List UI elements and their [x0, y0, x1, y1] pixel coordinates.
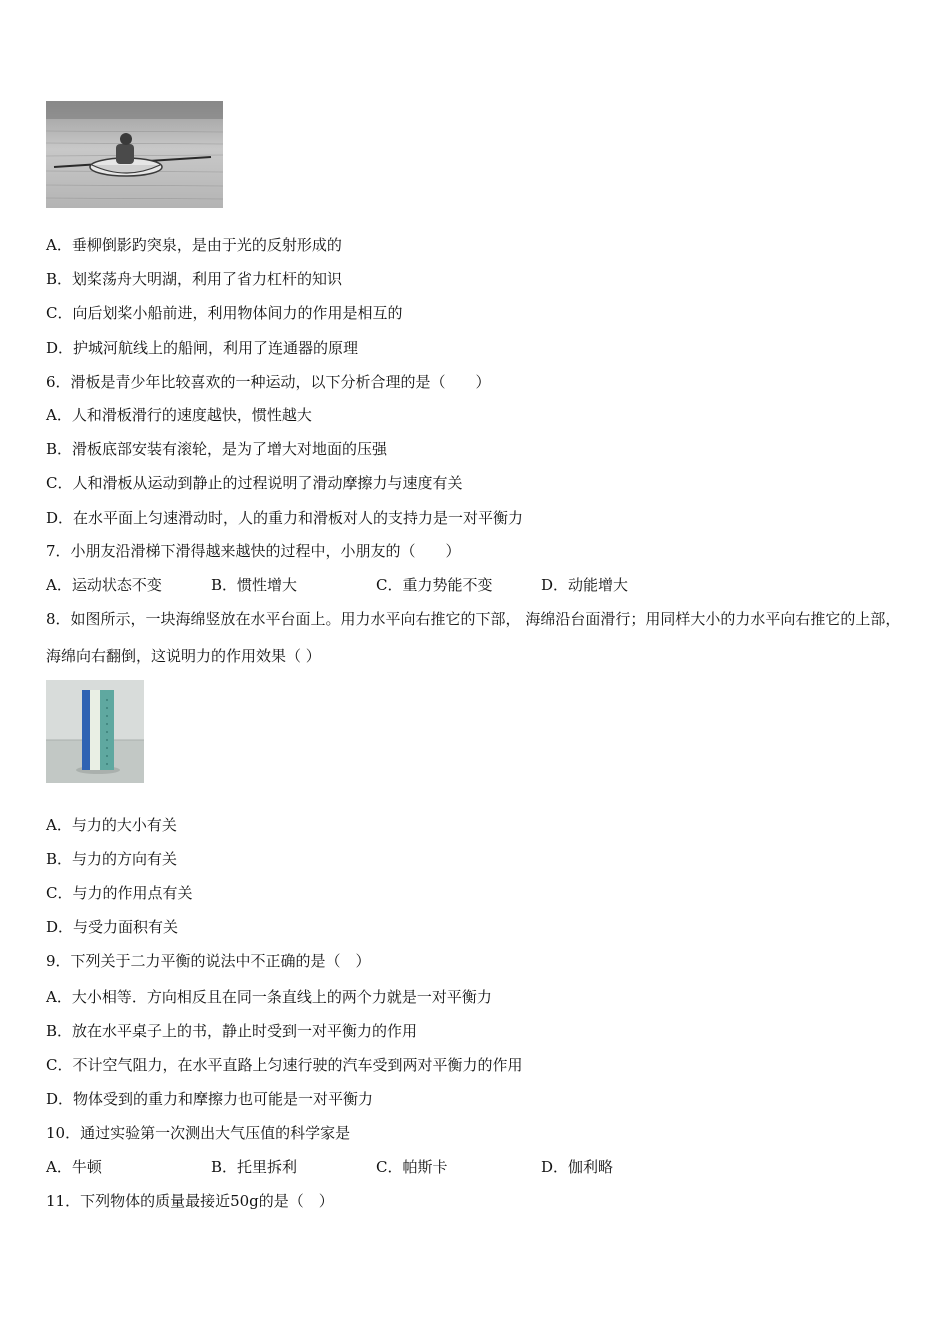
q9-stem: 9．下列关于二力平衡的说法中不正确的是（ ）: [46, 952, 371, 970]
sponge-photo: [46, 680, 144, 783]
q7-option-b: B．惯性增大: [211, 576, 298, 594]
q6-option-c: C．人和滑板从运动到静止的过程说明了滑动摩擦力与速度有关: [46, 474, 463, 492]
q11-stem: 11．下列物体的质量最接近50g的是（ ）: [46, 1192, 334, 1210]
q10-option-c: C．帕斯卡: [376, 1158, 448, 1176]
q7-option-a: A．运动状态不变: [46, 576, 162, 594]
q9-option-d: D．物体受到的重力和摩擦力也可能是一对平衡力: [46, 1090, 374, 1108]
q5-option-a: A．垂柳倒影趵突泉，是由于光的反射形成的: [46, 236, 342, 254]
q6-stem: 6．滑板是青少年比较喜欢的一种运动，以下分析合理的是（ ）: [46, 373, 491, 391]
q10-option-a: A．牛顿: [46, 1158, 102, 1176]
q7-option-d: D．动能增大: [541, 576, 629, 594]
q8-option-a: A．与力的大小有关: [46, 816, 177, 834]
q5-option-d: D．护城河航线上的船闸，利用了连通器的原理: [46, 339, 359, 357]
q9-option-c: C．不计空气阻力，在水平直路上匀速行驶的汽车受到两对平衡力的作用: [46, 1056, 523, 1074]
q9-option-b: B．放在水平桌子上的书，静止时受到一对平衡力的作用: [46, 1022, 418, 1040]
q7-stem: 7．小朋友沿滑梯下滑得越来越快的过程中，小朋友的（ ）: [46, 542, 461, 560]
q8-stem: 8．如图所示，一块海绵竖放在水平台面上。用力水平向右推它的下部， 海绵沿台面滑行；用同样大小的力水平向右推它的上部，海绵向右翻倒，这说明力的作用效果（ ）: [46, 610, 901, 665]
q9-option-a: A．大小相等．方向相反且在同一条直线上的两个力就是一对平衡力: [46, 988, 492, 1006]
q8-option-d: D．与受力面积有关: [46, 918, 179, 936]
q7-options-row: [46, 575, 916, 595]
q5-option-c: C．向后划桨小船前进，利用物体间力的作用是相互的: [46, 304, 403, 322]
q6-option-b: B．滑板底部安装有滚轮，是为了增大对地面的压强: [46, 440, 388, 458]
q6-option-a: A．人和滑板滑行的速度越快，惯性越大: [46, 406, 312, 424]
q5-option-b: B．划桨荡舟大明湖，利用了省力杠杆的知识: [46, 270, 343, 288]
q10-option-b: B．托里拆利: [211, 1158, 298, 1176]
q7-option-c: C．重力势能不变: [376, 576, 493, 594]
q10-options-row: [46, 1157, 916, 1177]
q8-option-c: C．与力的作用点有关: [46, 884, 193, 902]
q10-stem: 10．通过实验第一次测出大气压值的科学家是: [46, 1124, 351, 1142]
q8-option-b: B．与力的方向有关: [46, 850, 178, 868]
q6-option-d: D．在水平面上匀速滑动时，人的重力和滑板对人的支持力是一对平衡力: [46, 509, 524, 527]
q10-option-d: D．伽利略: [541, 1158, 614, 1176]
rowing-boat-photo: [46, 101, 223, 208]
